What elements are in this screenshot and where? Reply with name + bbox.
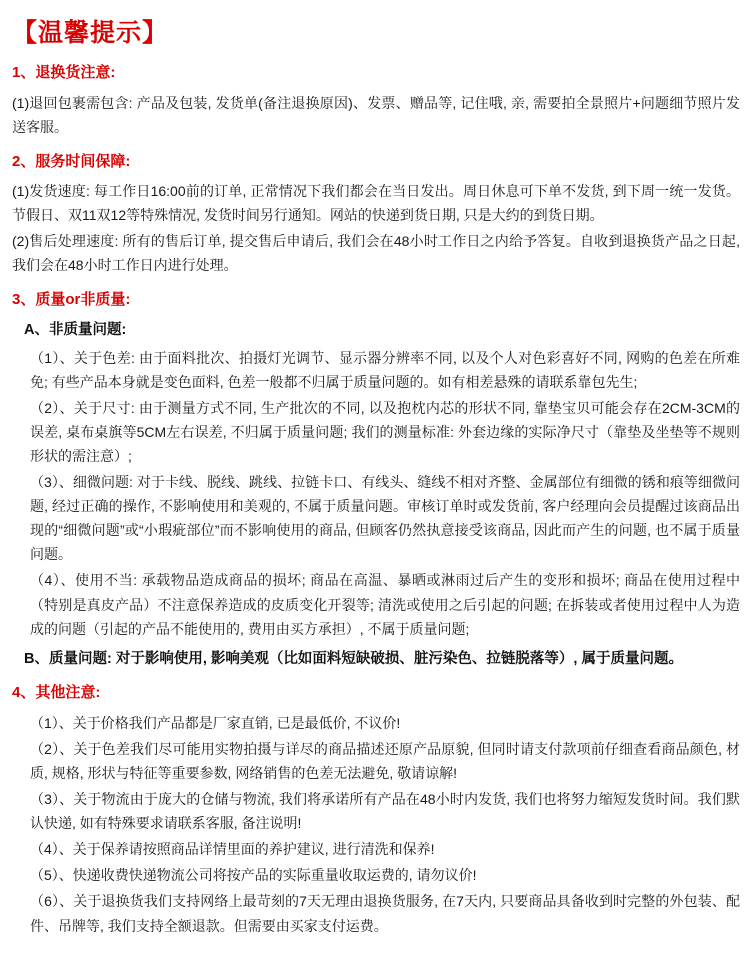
paragraph: （4）、使用不当: 承载物品造成商品的损坏; 商品在高温、暴晒或淋雨过后产生的变形和损坏; 商品在使用过程中（特别是真皮产品）不注意保养造成的皮质变化开裂等; 清洗或使用之后引起的问题; 在拆装或者使用过程中人为造成的问题（引起的产品不能使用的, 费用由买方承担）, 不属于质量问题; — [30, 572, 740, 637]
paragraph: (1)发货速度: 每工作日16:00前的订单, 正常情况下我们都会在当日发出。周日休息可下单不发货, 到下周一统一发货。节假日、双11双12等特殊情况, 发货时间另行通知。网站的快递到货日期, 只是大约的到货日期。 — [12, 183, 740, 224]
paragraph: (2)售后处理速度: 所有的售后订单, 提交售后申请后, 我们会在48小时工作日之内给予答复。自收到退换货产品之日起, 我们会在48小时工作日内进行处理。 — [12, 233, 740, 274]
paragraph: （4）、关于保养请按照商品详情里面的养护建议, 进行清洗和保养! — [30, 841, 435, 858]
page-title: 【温馨提示】 — [12, 19, 169, 47]
paragraph: （5）、快递收费快递物流公司将按产品的实际重量收取运费的, 请勿议价! — [30, 867, 477, 884]
paragraph: (1)退回包裹需包含: 产品及包装, 发货单(备注退换原因)、发票、赠品等, 记住哦, 亲, 需要拍全景照片+问题细节照片发送客服。 — [12, 94, 740, 135]
paragraph: （1）、关于价格我们产品都是厂家直销, 已是最低价, 不议价! — [30, 714, 401, 731]
section-heading-other: 4、其他注意: — [12, 684, 101, 702]
section-heading-service-time: 2、服务时间保障: — [12, 152, 131, 170]
subsection-heading-quality: B、质量问题: 对于影响使用, 影响美观（比如面料短缺破损、脏污染色、拉链脱落等）, 属于质量问题。 — [24, 650, 683, 667]
paragraph: （2）、关于尺寸: 由于测量方式不同, 生产批次的不同, 以及抱枕内芯的形状不同, 靠垫宝贝可能会存在2CM-3CM的误差, 桌布桌旗等5CM左右误差, 不归属于质量问题; 我们的测量标准: 外套边缘的实际净尺寸（靠垫及坐垫等不规则形状的需注意）; — [30, 399, 740, 465]
section-heading-quality: 3、质量or非质量: — [12, 291, 131, 309]
paragraph: （6）、关于退换货我们支持网络上最苛刻的7天无理由退换货服务, 在7天内, 只要商品具备收到时完整的外包装、配件、吊牌等, 我们支持全额退款。但需要由买家支付运费。 — [30, 893, 740, 934]
paragraph: （3）、细微问题: 对于卡线、脱线、跳线、拉链卡口、有线头、缝线不相对齐整、金属部位有细微的锈和痕等细微问题, 经过正确的操作, 不影响使用和美观的, 不属于质量问题。审核订单时或发货前, 客户经理向会员提醒过该商品出现的“细微问题”或“小瑕疵部位”而不影响使用的商品, 但顾客仍然执意接受该商品, 因此而产生的问题, 也不属于质量问题。 — [30, 474, 740, 563]
paragraph: （3）、关于物流由于庞大的仓储与物流, 我们将承诺所有产品在48小时内发货, 我们也将努力缩短发货时间。我们默认快递, 如有特殊要求请联系客服, 备注说明! — [30, 791, 740, 832]
paragraph: （1）、关于色差: 由于面料批次、拍摄灯光调节、显示器分辨率不同, 以及个人对色彩喜好不同, 网购的色差在所难免; 有些产品本身就是变色面料, 色差一般都不归属于质量问题的。如有相差悬殊的请联系靠包先生; — [30, 349, 740, 390]
paragraph: （2）、关于色差我们尽可能用实物拍摄与详尽的商品描述还原产品原貌, 但同时请支付款项前仔细查看商品颜色, 材质, 规格, 形状与特征等重要参数, 网络销售的色差无法避免, 敬请谅解! — [30, 740, 740, 782]
section-heading-returns: 1、退换货注意: — [12, 64, 116, 81]
subsection-heading-non-quality: A、非质量问题: — [24, 321, 127, 338]
